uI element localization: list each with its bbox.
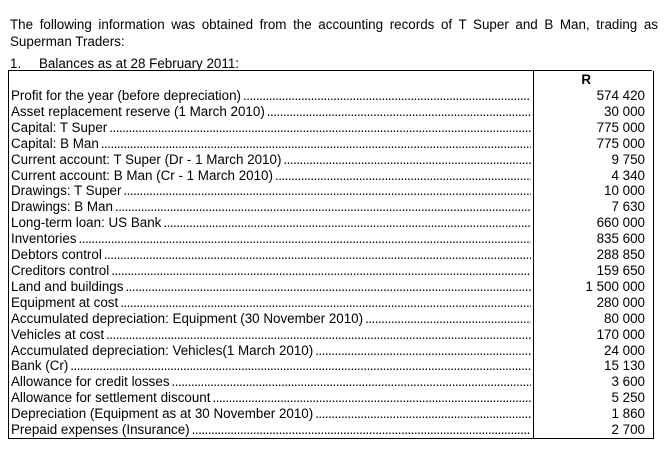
row-label-cell	[9, 152, 534, 168]
row-amount: 159 650	[534, 263, 654, 279]
row-amount: 775 000	[534, 120, 654, 136]
table-row	[9, 390, 654, 406]
row-amount: 24 000	[534, 343, 654, 359]
row-label: Asset replacement reserve (1 March 2010)	[11, 103, 265, 119]
dot-leader	[104, 247, 531, 263]
dot-leader	[125, 279, 531, 295]
row-amount: 7 630	[534, 199, 654, 215]
row-amount: 4 340	[534, 168, 654, 184]
row-label: Accumulated depreciation: Equipment (30 November 2010)	[11, 310, 364, 326]
row-label: Current account: B Man (Cr - 1 March 2010)	[11, 167, 273, 183]
table-row	[9, 311, 654, 327]
row-label: Drawings: B Man	[11, 199, 113, 215]
row-label-cell	[9, 168, 534, 184]
description-header-cell	[9, 71, 534, 88]
row-amount: 288 850	[534, 247, 654, 263]
dot-leader	[109, 120, 531, 136]
dot-leader	[172, 374, 531, 390]
row-label-cell	[9, 263, 534, 279]
table-row	[9, 104, 654, 120]
row-label-cell	[9, 343, 534, 359]
row-label-cell	[9, 215, 534, 231]
row-label: Current account: T Super (Dr - 1 March 2010)	[11, 151, 282, 167]
row-label: Long-term loan: US Bank	[11, 215, 162, 231]
dot-leader	[70, 358, 531, 374]
table-row	[9, 422, 654, 438]
dot-leader	[267, 104, 531, 120]
row-amount: 3 600	[534, 374, 654, 390]
dot-leader	[275, 168, 531, 184]
table-row	[9, 374, 654, 390]
row-amount: 280 000	[534, 295, 654, 311]
row-label-cell	[9, 199, 534, 215]
row-label: Allowance for credit losses	[11, 374, 170, 390]
row-label: Prepaid expenses (Insurance)	[11, 422, 190, 438]
row-label: Creditors control	[11, 262, 110, 278]
table-row	[9, 247, 654, 263]
table-row	[9, 120, 654, 136]
row-label-cell	[9, 183, 534, 199]
row-amount: 1 860	[534, 406, 654, 422]
row-amount: 775 000	[534, 136, 654, 152]
row-label-cell	[9, 358, 534, 374]
row-label: Inventories	[11, 231, 77, 247]
table-row	[9, 136, 654, 152]
row-label: Allowance for settlement discount	[11, 390, 211, 406]
table-header-row	[9, 71, 654, 88]
intro-paragraph: The following information was obtained from the accounting records of T Super and B Man, trading as Superman Traders:	[10, 17, 658, 50]
table-row	[9, 263, 654, 279]
dot-leader	[101, 136, 531, 152]
dot-leader	[315, 343, 531, 359]
dot-leader	[212, 390, 531, 406]
table-row	[9, 152, 654, 168]
row-label-cell	[9, 104, 534, 120]
row-amount: 10 000	[534, 183, 654, 199]
table-row	[9, 327, 654, 343]
row-label: Land and buildings	[11, 278, 124, 294]
table-row	[9, 295, 654, 311]
row-label: Accumulated depreciation: Vehicles(1 March 2010)	[11, 342, 314, 358]
table-row	[9, 279, 654, 295]
dot-leader	[111, 263, 531, 279]
dot-leader	[315, 406, 531, 422]
row-amount: 5 250	[534, 390, 654, 406]
row-label-cell	[9, 231, 534, 247]
row-amount: 30 000	[534, 104, 654, 120]
table-row	[9, 199, 654, 215]
row-label-cell	[9, 311, 534, 327]
currency-header: R	[534, 71, 654, 88]
row-label-cell	[9, 327, 534, 343]
row-label-cell	[9, 279, 534, 295]
row-label-cell	[9, 406, 534, 422]
table-row	[9, 168, 654, 184]
dot-leader	[79, 231, 531, 247]
row-amount: 80 000	[534, 311, 654, 327]
dot-leader	[115, 199, 531, 215]
table-row	[9, 183, 654, 199]
row-label: Debtors control	[11, 247, 102, 263]
row-label-cell	[9, 136, 534, 152]
row-label-cell	[9, 247, 534, 263]
row-amount: 574 420	[534, 88, 654, 104]
dot-leader	[192, 422, 531, 438]
row-label-cell	[9, 120, 534, 136]
row-amount: 835 600	[534, 231, 654, 247]
dot-leader	[243, 88, 531, 104]
row-label: Profit for the year (before depreciation)	[11, 88, 241, 103]
section-title: Balances as at 28 February 2011:	[39, 56, 239, 71]
row-label: Depreciation (Equipment as at 30 November 2010)	[11, 406, 314, 422]
row-label: Capital: T Super	[11, 119, 108, 135]
table-row	[9, 231, 654, 247]
table-row	[9, 406, 654, 422]
row-amount: 15 130	[534, 358, 654, 374]
row-amount: 170 000	[534, 327, 654, 343]
table-row	[9, 358, 654, 374]
table-row	[9, 88, 654, 104]
row-label-cell	[9, 422, 534, 438]
row-amount: 2 700	[534, 422, 654, 438]
section-number: 1.	[10, 56, 22, 71]
table-row	[9, 343, 654, 359]
dot-leader	[163, 215, 531, 231]
dot-leader	[365, 311, 531, 327]
row-amount: 1 500 000	[534, 279, 654, 295]
row-label-cell	[9, 295, 534, 311]
dot-leader	[120, 295, 531, 311]
row-label-cell	[9, 374, 534, 390]
row-label: Capital: B Man	[11, 135, 99, 151]
row-label: Bank (Cr)	[11, 358, 69, 374]
balances-table	[8, 71, 654, 439]
row-label: Vehicles at cost	[11, 326, 105, 342]
dot-leader	[106, 327, 531, 343]
row-amount: 9 750	[534, 152, 654, 168]
row-label-cell	[9, 390, 534, 406]
table-row	[9, 215, 654, 231]
row-label-cell	[9, 88, 534, 104]
row-amount: 660 000	[534, 215, 654, 231]
row-label: Drawings: T Super	[11, 183, 122, 199]
row-label: Equipment at cost	[11, 294, 119, 310]
dot-leader	[123, 183, 531, 199]
dot-leader	[283, 152, 531, 168]
